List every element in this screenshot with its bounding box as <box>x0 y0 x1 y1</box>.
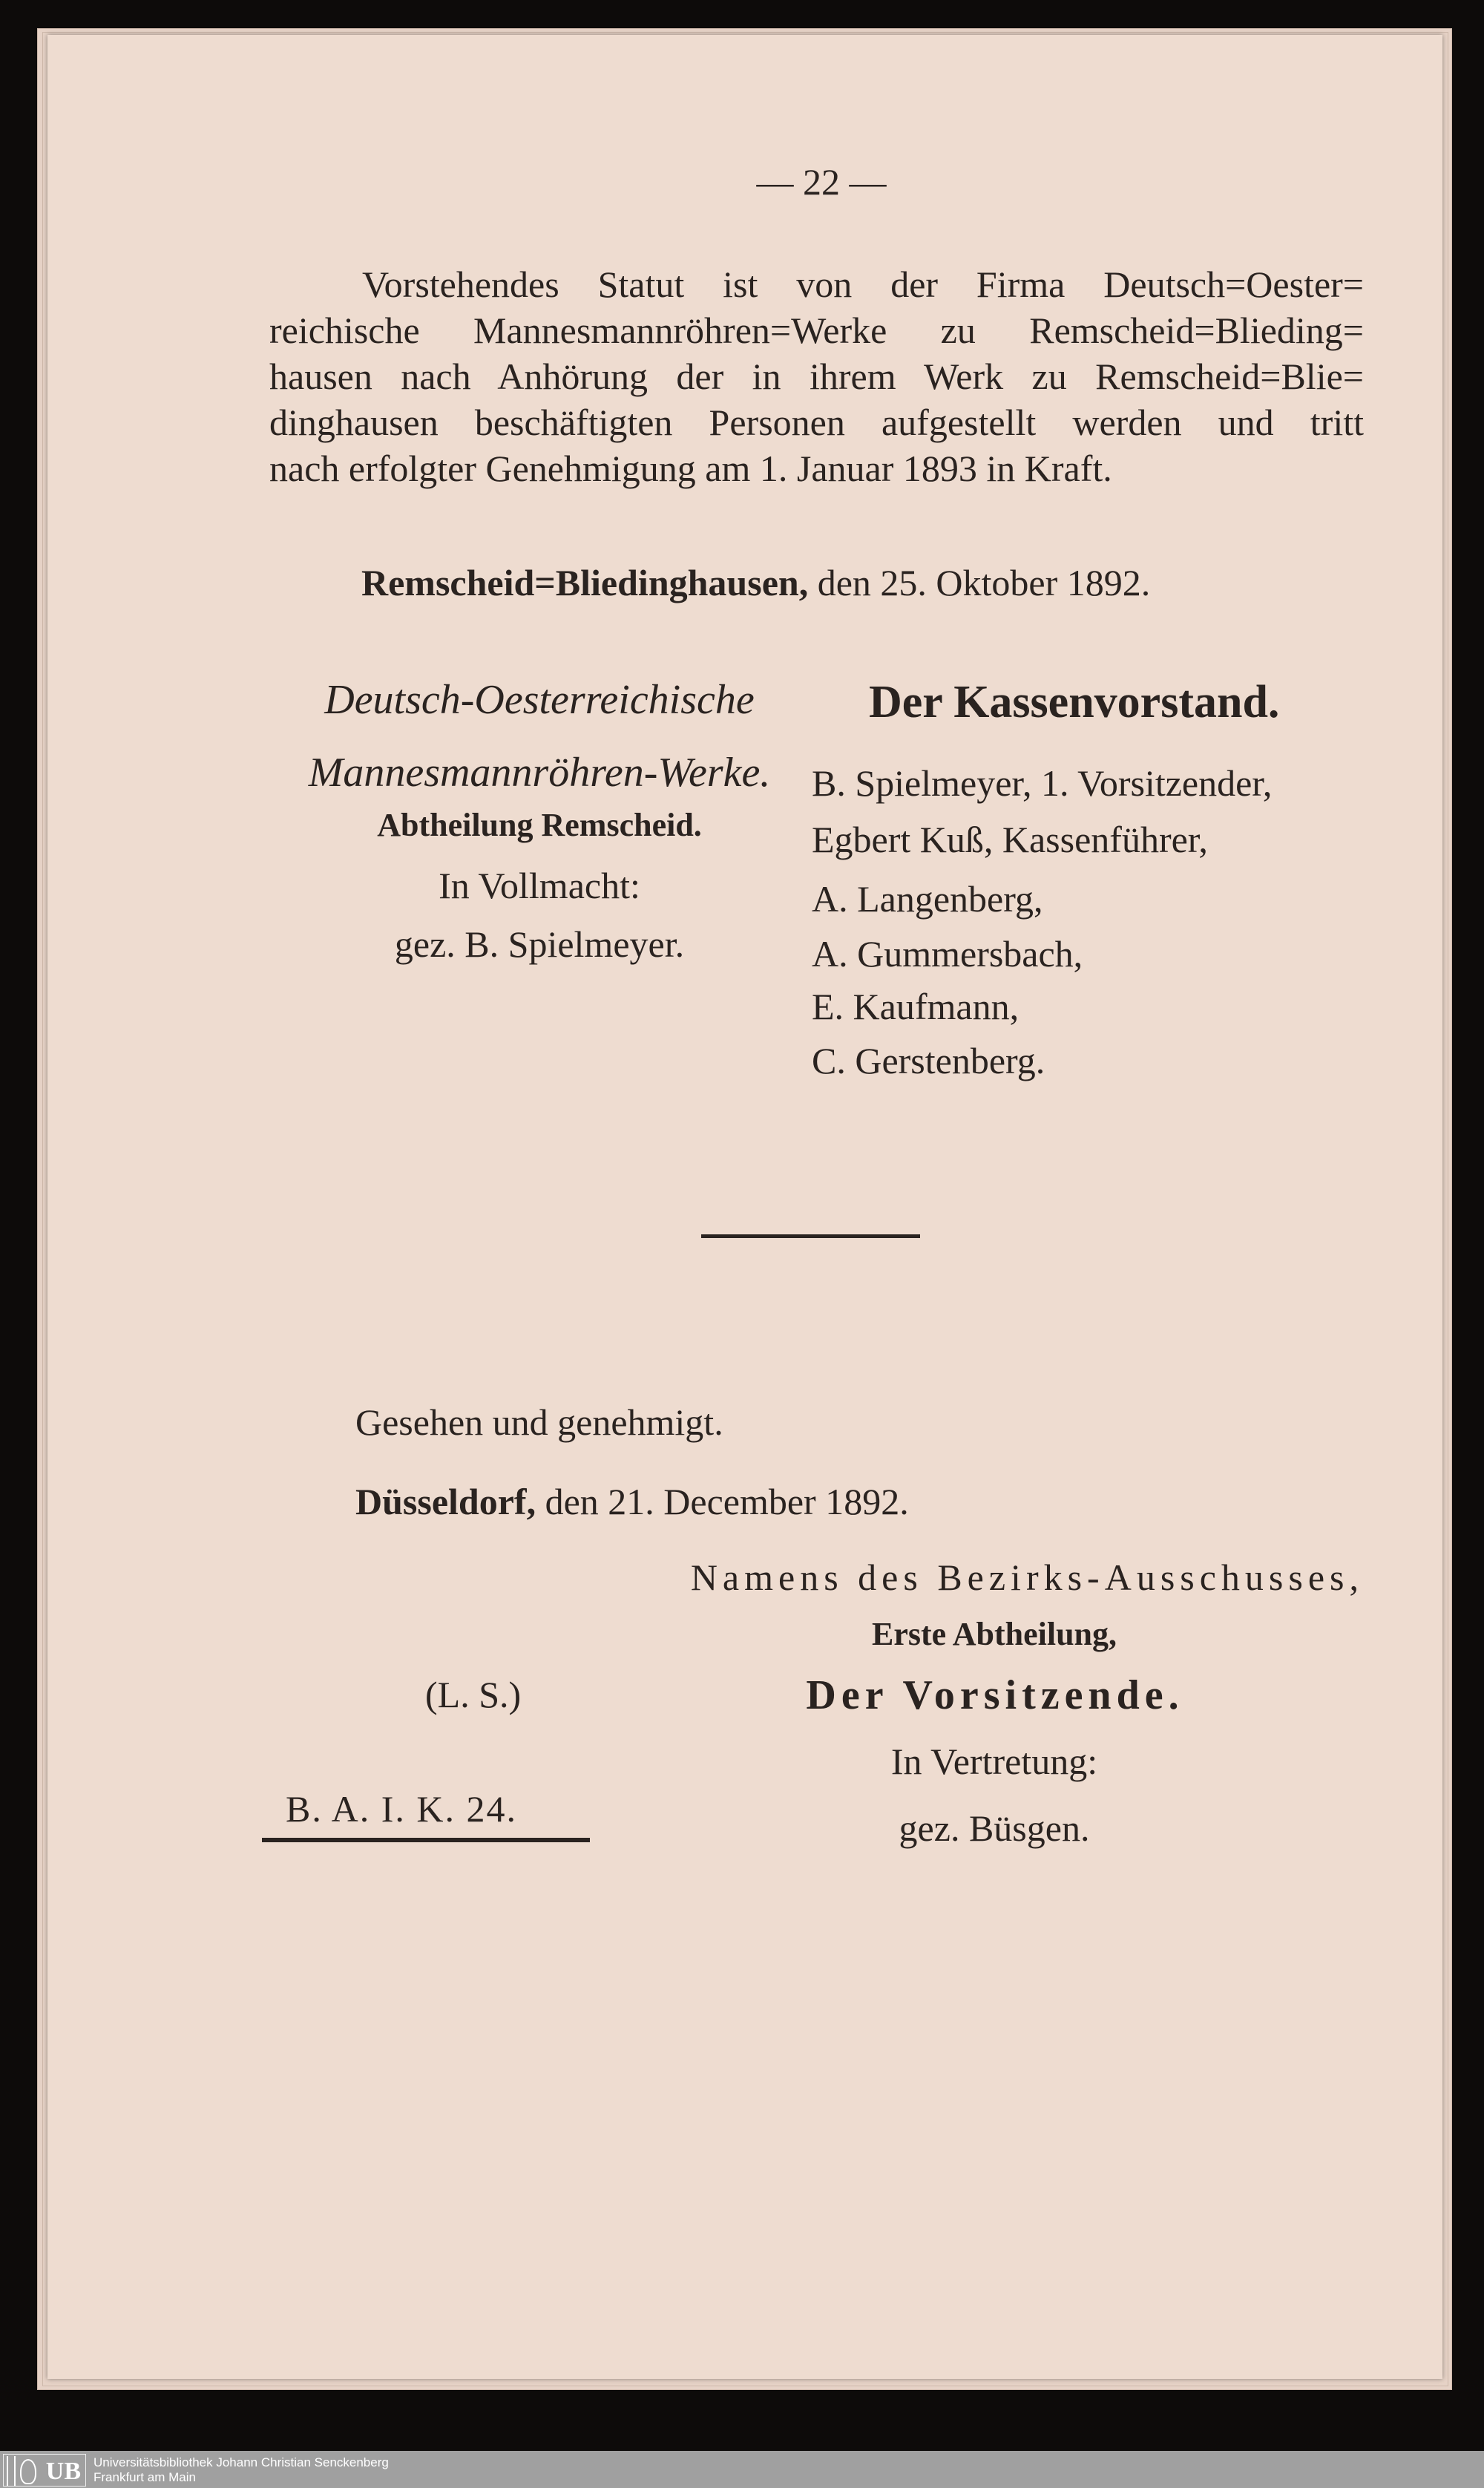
approval-chair: Der Vorsitzende. <box>806 1672 1184 1718</box>
logo-text: UB <box>45 2458 81 2485</box>
board-member: C. Gerstenberg. <box>812 1040 1045 1081</box>
logo-bars-icon <box>7 2456 16 2486</box>
place-date <box>361 564 1150 601</box>
library-city: Frankfurt am Main <box>93 2470 196 2484</box>
date: den 25. Oktober 1892. <box>817 562 1151 603</box>
reference-number: B. A. I. K. 24. <box>286 1788 517 1830</box>
statement-line: nach erfolgter Genehmigung am 1. Januar 1893 in Kraft. <box>269 448 1112 489</box>
statement-line: hausen nach Anhörung der in ihrem Werk zu Remscheid=Blie= <box>269 356 1364 397</box>
reference-underline <box>262 1838 590 1842</box>
statement-line: dinghausen beschäftigten Personen aufgestellt werden und tritt <box>269 402 1364 443</box>
page-number: — 22 — <box>756 161 887 203</box>
company-line: gez. B. Spielmeyer. <box>394 923 685 965</box>
approval-seen: Gesehen und genehmigt. <box>355 1401 723 1443</box>
board-member: Egbert Kuß, Kassenführer, <box>812 819 1208 860</box>
library-name: Universitätsbibliothek Johann Christian Senckenberg <box>93 2455 389 2469</box>
company-line: Mannesmannröhren-Werke. <box>308 750 771 796</box>
board-title: Der Kassenvorstand. <box>869 677 1280 727</box>
section-divider <box>701 1234 920 1238</box>
board-member: A. Gummersbach, <box>812 933 1083 975</box>
library-logo <box>3 2454 86 2487</box>
company-line: Abtheilung Remscheid. <box>377 807 702 843</box>
approval-signed: gez. Büsgen. <box>899 1807 1090 1849</box>
approval-place-date <box>355 1483 909 1520</box>
company-line: In Vollmacht: <box>439 865 640 906</box>
board-member: A. Langenberg, <box>812 878 1043 920</box>
approval-deputy: In Vertretung: <box>890 1741 1098 1782</box>
logo-portrait-icon <box>20 2459 36 2484</box>
board-member: E. Kaufmann, <box>812 986 1020 1027</box>
library-footer <box>0 2451 1484 2488</box>
place: Remscheid=Bliedinghausen, <box>361 562 809 603</box>
approval-place: Düsseldorf, <box>355 1481 536 1522</box>
statement-paragraph <box>269 261 1364 491</box>
statement-line: reichische Mannesmannröhren=Werke zu Remscheid=Blieding= <box>269 310 1364 351</box>
approval-date: den 21. December 1892. <box>545 1481 909 1522</box>
company-line: Deutsch-Oesterreichische <box>324 677 755 723</box>
approval-on-behalf: Namens des Bezirks-Ausschusses, <box>690 1556 1364 1598</box>
board-member: B. Spielmeyer, 1. Vorsitzender, <box>812 762 1273 804</box>
seal-mark: (L. S.) <box>425 1674 522 1715</box>
approval-department: Erste Abtheilung, <box>871 1616 1117 1652</box>
statement-line: Vorstehendes Statut ist von der Firma Deutsch=Oester= <box>362 263 1364 305</box>
